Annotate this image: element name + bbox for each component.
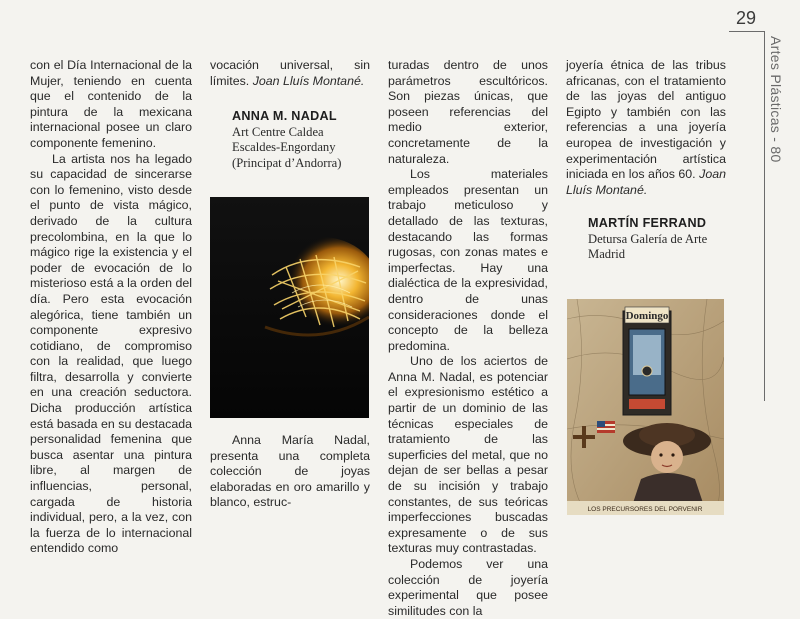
page-number: 29 (736, 8, 757, 28)
artwork-caption: LOS PRECURSORES DEL PORVENIR (587, 506, 703, 513)
paragraph-text: vocación universal, sin límites. (210, 58, 370, 88)
paragraph (210, 58, 370, 89)
paragraph: con el Día Internacional de la Mujer, teniendo en cuenta que el contenido de la pintura de la mexicana internacional posee un claro componente femenino. (30, 58, 192, 150)
section-label: Artes Plásticas - 80 (768, 36, 784, 163)
folio-rule-horizontal (729, 31, 765, 32)
exhibition-heading-nadal (232, 109, 370, 171)
folio-rule-vertical (764, 31, 765, 401)
artist-name: MARTÍN FERRAND (588, 216, 707, 231)
venue-name: Art Centre Caldea (232, 124, 324, 139)
paragraph: Anna María Nadal, presenta una completa colección de joyas elaboradas en oro amarillo y blanco, estruc- (210, 433, 370, 510)
text-column-3 (388, 58, 548, 619)
paragraph: Los materiales empleados presentan un trabajo meticuloso y detallado de las texturas, destacando las formas rugosas, con zonas mates e imperfectas. Hay una dialéctica de la expresividad, dentro de unas consideraciones donde el concepto de la belleza predomina. (388, 167, 548, 353)
text-column-1 (30, 58, 192, 557)
venue-city: Escaldes-Engordany (232, 140, 336, 155)
collage-artwork (567, 299, 724, 515)
jewelry-illustration (210, 197, 369, 418)
paragraph: La artista nos ha legado su capacidad de sincerarse con lo femenino, visto desde el punto de vista mágico, derivado de la cultura precolombina, en la que lo mágico rige la existencia y el poder de evocación de lo misterioso está a la orden del día. Pero esta evocación alegórica, tiene también un componente expresivo cotidiano, de compromiso con la realidad, que luego filtra, desarrolla y convierte en una creación seductora. Dicha producción artística está basada en su destacada personalidad femenina que busca asentar una pintura libre, al margen de influencias, personal, cargada de historia individual, pero, a la vez, con la fuerza de lo internacional entendido como (30, 151, 192, 556)
venue-city: Madrid (588, 247, 626, 262)
venue-country: (Principat d’Andorra) (232, 155, 342, 170)
paragraph (566, 58, 726, 198)
artist-name: ANNA M. NADAL (232, 109, 337, 124)
artwork-title-label: Domingo (625, 310, 669, 322)
venue-name: Detursa Galería de Arte (588, 231, 708, 246)
paragraph: Podemos ver una colección de joyería experimental que posee similitudes con la (388, 557, 548, 618)
collage-illustration (567, 299, 724, 515)
paragraph-text: joyería étnica de las tribus africanas, con el tratamiento de las joyas del antiguo Egipto y también con las referencias a una joyería europea de investigación y experimentación artística iniciada en los años 60. (566, 58, 726, 182)
author-credit: Joan Lluís Montané. (252, 73, 365, 88)
author-credit: Joan Lluís Montané. (566, 167, 726, 197)
jewelry-photo (210, 197, 369, 418)
text-column-4 (566, 58, 726, 263)
paragraph: Uno de los aciertos de Anna M. Nadal, es potenciar el expresionismo estético a partir de un dominio de las técnicas especiales de tratamiento de las superficies del metal, que no dejan de ser bellas a pesar de su incisión y trabajo constantes, de sus teóricas imperfecciones buscadas expresamente o de sus texturas muy contrastadas. (388, 354, 548, 556)
paragraph: turadas dentro de unos parámetros escultóricos. Son piezas únicas, que poseen referencias del medio exterior, concretamente de la naturaleza. (388, 58, 548, 166)
exhibition-heading-ferrand (588, 216, 726, 262)
